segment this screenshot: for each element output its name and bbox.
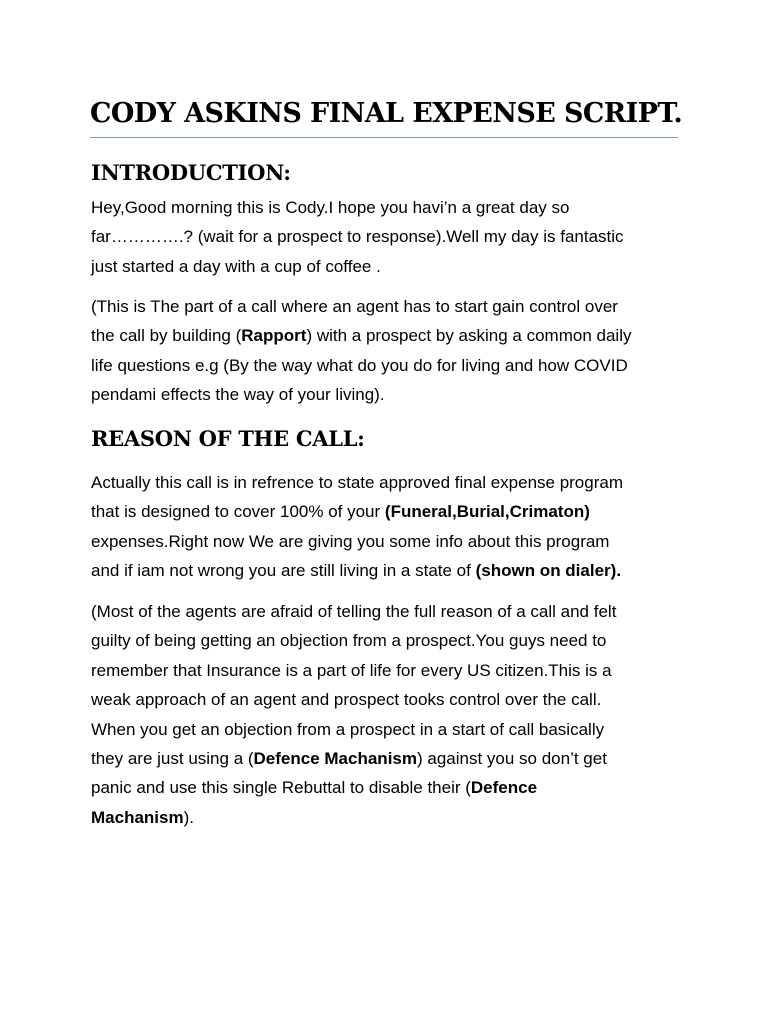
text-line: When you get an objection from a prospect in a start of call basically <box>91 719 605 739</box>
text-segment: ). <box>183 807 194 827</box>
text-line <box>91 321 691 350</box>
document-title: CODY ASKINS FINAL EXPENSE SCRIPT. <box>90 98 683 129</box>
text-line: weak approach of an agent and prospect tooks control over the call. <box>91 690 602 710</box>
text-line: life questions e.g (By the way what do you do for living and how COVID <box>91 355 628 375</box>
bold-term-machanism: Machanism <box>91 807 184 827</box>
text-line: guilty of being getting an objection from a prospect.You guys need to <box>91 631 607 651</box>
text-line: Hey,Good morning this is Cody.I hope you havi’n a great day so <box>91 198 570 217</box>
text-line: (This is The part of a call where an agent has to start gain control over <box>91 297 618 316</box>
bold-term-funeral-burial: (Funeral,Burial,Crimaton) <box>384 502 590 522</box>
text-line: just started a day with a cup of coffee . <box>91 256 381 276</box>
introduction-paragraph-rapport <box>91 292 691 410</box>
text-line: Actually this call is in refrence to state approved final expense program <box>91 473 623 492</box>
bold-term-defence-machanism: Defence Machanism <box>253 749 417 769</box>
text-line: far………….? (wait for a prospect to response).Well my day is fantastic <box>91 227 624 247</box>
text-line: (Most of the agents are afraid of telling the full reason of a call and felt <box>91 602 617 621</box>
text-line <box>91 556 691 585</box>
reason-paragraph-program <box>91 468 691 586</box>
text-segment: panic and use this single Rebuttal to disable their ( <box>91 778 471 798</box>
text-line <box>91 744 691 773</box>
title-underline-rule <box>90 137 678 138</box>
reason-paragraph-objection <box>91 597 691 832</box>
text-segment: and if iam not wrong you are still living in a state of <box>91 561 476 581</box>
text-segment: that is designed to cover 100% of your <box>91 502 385 522</box>
text-line <box>91 497 691 526</box>
text-segment: they are just using a ( <box>91 749 254 769</box>
introduction-paragraph-greeting <box>91 193 691 281</box>
text-line <box>91 803 691 832</box>
text-segment: the call by building ( <box>91 326 242 346</box>
text-segment: ) with a prospect by asking a common daily <box>306 326 632 346</box>
text-line: expenses.Right now We are giving you some info about this program <box>91 531 610 551</box>
text-line <box>91 773 691 802</box>
reason-of-call-heading: REASON OF THE CALL: <box>91 426 365 451</box>
bold-term-rapport: Rapport <box>241 326 307 346</box>
text-line: pendami effects the way of your living). <box>91 385 385 405</box>
bold-term-dialer-state: (shown on dialer). <box>475 561 622 581</box>
text-line: remember that Insurance is a part of life for every US citizen.This is a <box>91 660 612 680</box>
introduction-heading: INTRODUCTION: <box>91 160 291 185</box>
text-segment: ) against you so don’t get <box>416 749 607 769</box>
bold-term-defence: Defence <box>470 778 538 798</box>
